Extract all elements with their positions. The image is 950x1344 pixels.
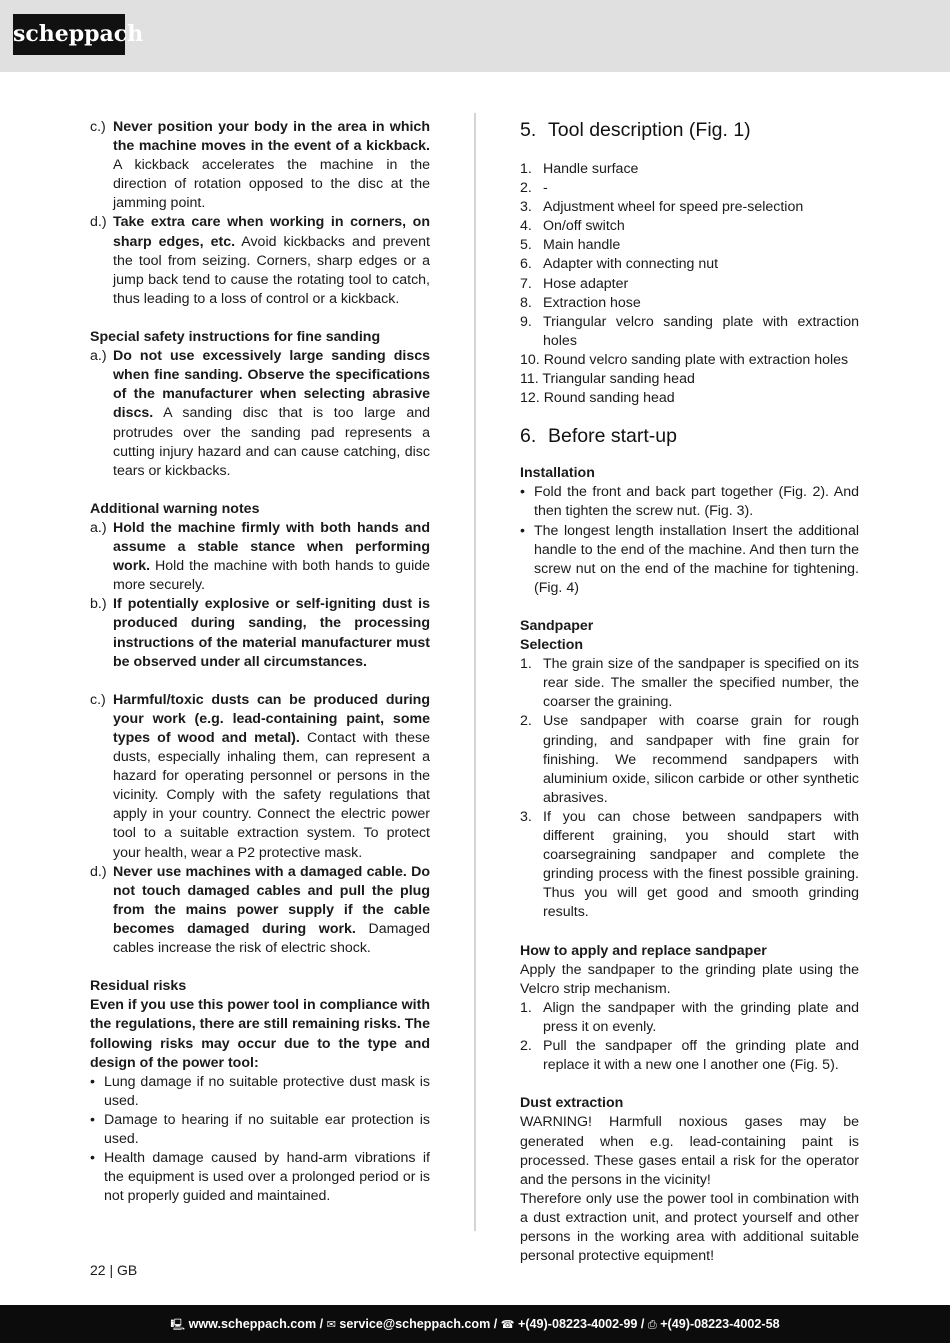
- brand-logo: scheppach: [13, 14, 125, 55]
- list-item: 7. Hose adapter: [520, 275, 629, 292]
- risk-intro: Even if you use this power tool in compliance with the regulations, there are still remaining risks. The following risks may occur due to the type and design of the power tool:: [90, 997, 430, 1071]
- website-link[interactable]: www.scheppach.com: [188, 1317, 317, 1331]
- paragraph: Therefore only use the power tool in combination with a dust extraction unit, and protect yourself and other persons in the working area with additional suitable personal protective equipment!: [520, 1190, 859, 1265]
- bullet-marker: •: [90, 1150, 95, 1167]
- list-item: 2. Pull the sandpaper off the grinding plate and replace it with a new one l another one (Fig. 5).: [520, 1038, 859, 1074]
- item-text: If potentially explosive or self-igniting dust is produced during sanding, the processing instructions of the material manufacturer must be observed under all circumstances.: [113, 596, 430, 670]
- paragraph: WARNING! Harmfull noxious gases may be generated when e.g. lead-containing paint is processed. These gases entail a risk for the operator and the persons in the vicinity!: [520, 1114, 859, 1188]
- list-item: 12. Round sanding head: [520, 390, 675, 407]
- list-item: 11. Triangular sanding head: [520, 371, 695, 388]
- item-text: Harmful/toxic dusts can be produced during your work (e.g. lead-containing paint, some types of wood and metal). Contact with these dusts, especially inhaling them, can represent a hazard for operating personnel or persons in the vicinity. Comply with the safety regulations that apply in your country. Connect the electric power tool to a suitable extraction system. To protect your health, wear a P2 protective mask.: [113, 691, 430, 861]
- bullet-item: [90, 1149, 430, 1206]
- list-item: [90, 347, 430, 481]
- column-divider: [474, 113, 476, 1231]
- mail-icon: ✉: [326, 1318, 336, 1331]
- item-marker: c.): [90, 119, 106, 135]
- list-item: 8. Extraction hose: [520, 294, 641, 311]
- item-text: Never use machines with a damaged cable. Do not touch damaged cables and pull the plug from the mains power supply if the cable becomes damaged during work. Damaged cables increase the risk of electric shock.: [113, 863, 430, 957]
- list-item: 4. On/off switch: [520, 218, 625, 235]
- section-heading: Dust extraction: [520, 1095, 624, 1112]
- footer-bar: 🖳 www.scheppach.com / ✉ service@scheppach.com / ☎ +(49)-08223-4002-99 / ⎙ +(49)-08223-4002-58: [0, 1305, 950, 1343]
- section-heading: Special safety instructions for fine sanding: [90, 329, 381, 346]
- fax-number: +(49)-08223-4002-58: [660, 1317, 780, 1331]
- list-item: 9. Triangular velcro sanding plate with extraction holes: [520, 313, 859, 349]
- item-marker: a.): [90, 348, 107, 365]
- list-item: 1. Handle surface: [520, 161, 639, 177]
- item-marker: d.): [90, 863, 107, 880]
- section-heading: How to apply and replace sandpaper: [520, 942, 767, 959]
- item-marker: b.): [90, 596, 107, 613]
- computer-icon: 🖳: [170, 1318, 186, 1331]
- section-heading: Sandpaper: [520, 617, 594, 634]
- fax-icon: ⎙: [647, 1318, 657, 1331]
- list-item: 2. -: [520, 180, 548, 197]
- list-item: [90, 118, 430, 213]
- list-item: 3. If you can chose between sandpapers with different graining, you should start with coarsegraining sandpaper and complete the grinding process with the finest possible graining. Thus you will get good and smooth grinding results.: [520, 808, 859, 921]
- bullet-text: Health damage caused by hand-arm vibrations if the equipment is used over a prolonged period or is not properly guided and maintained.: [104, 1150, 430, 1205]
- bullet-text: Lung damage if no suitable protective dust mask is used.: [104, 1073, 430, 1109]
- section-title: 6. Before start-up: [520, 425, 677, 448]
- list-item: 1. The grain size of the sandpaper is specified on its rear side. The smaller the specified number, the coarser the graining.: [520, 656, 859, 711]
- section-heading: Installation: [520, 465, 595, 482]
- item-text: Do not use excessively large sanding discs when fine sanding. Observe the specifications of the manufacturer when selecting abrasive discs. A sanding disc that is too large and protrudes over the sanding pad represents a cutting injury hazard and can cause catching, disc tears or kickbacks.: [113, 348, 430, 479]
- email-link[interactable]: service@scheppach.com: [339, 1317, 491, 1331]
- sub-heading: Selection: [520, 637, 584, 654]
- item-marker: a.): [90, 519, 107, 536]
- phone-icon: ☎: [500, 1318, 515, 1331]
- right-column: [520, 118, 859, 1266]
- section-title: 5. Tool description (Fig. 1): [520, 119, 751, 141]
- list-item: 5. Main handle: [520, 237, 621, 254]
- bullet-item: [90, 1111, 430, 1149]
- list-item: [90, 595, 430, 671]
- list-item: 1. Align the sandpaper with the grinding plate and press it on evenly.: [520, 999, 859, 1035]
- bullet-item: • Fold the front and back part together (Fig. 2). And then tighten the screw nut. (Fig. 3).: [520, 484, 859, 520]
- header-band: [0, 0, 950, 72]
- bullet-marker: •: [90, 1073, 95, 1090]
- bullet-item: [90, 1073, 430, 1111]
- list-item: 3. Adjustment wheel for speed pre-selection: [520, 199, 804, 216]
- bullet-item: • The longest length installation Insert the additional handle to the end of the machine. And then turn the screw nut on the end of the machine for tightening. (Fig. 4): [520, 522, 859, 596]
- item-text: Take extra care when working in corners, on sharp edges, etc. Avoid kickbacks and prevent the tool from seizing. Corners, sharp edges or a jump back tend to cause the rotating tool to catch, thus leading to a loss of control or a kickback.: [113, 214, 430, 307]
- list-item: 2. Use sandpaper with coarse grain for rough grinding, and sandpaper with fine grain for finishing. We recommend sandpapers with aluminium oxide, silicon carbide or other synthetic abrasives.: [520, 713, 859, 806]
- list-item: [90, 519, 430, 595]
- item-text: Hold the machine firmly with both hands and assume a stable stance when performing work. Hold the machine with both hands to guide more securely.: [113, 519, 430, 594]
- item-text: Never position your body in the area in which the machine moves in the event of a kickback. A kickback accelerates the machine in the direction of rotation opposed to the disc at the jamming point.: [113, 119, 430, 212]
- phone-number: +(49)-08223-4002-99: [518, 1317, 638, 1331]
- item-marker: d.): [90, 214, 107, 231]
- paragraph: Apply the sandpaper to the grinding plate using the Velcro strip mechanism.: [520, 961, 859, 997]
- bullet-marker: •: [90, 1111, 95, 1128]
- bullet-text: Damage to hearing if no suitable ear protection is used.: [104, 1111, 430, 1147]
- list-item: 10. Round velcro sanding plate with extraction holes: [520, 351, 849, 368]
- left-column: [90, 118, 430, 1206]
- section-heading: Residual risks: [90, 978, 187, 995]
- list-item: [90, 863, 430, 958]
- section-heading: Additional warning notes: [90, 500, 260, 517]
- item-marker: c.): [90, 691, 106, 708]
- list-item: [90, 213, 430, 308]
- list-item: 6. Adapter with connecting nut: [520, 256, 719, 273]
- page-number: 22 | GB: [90, 1262, 138, 1278]
- list-item: [90, 691, 430, 863]
